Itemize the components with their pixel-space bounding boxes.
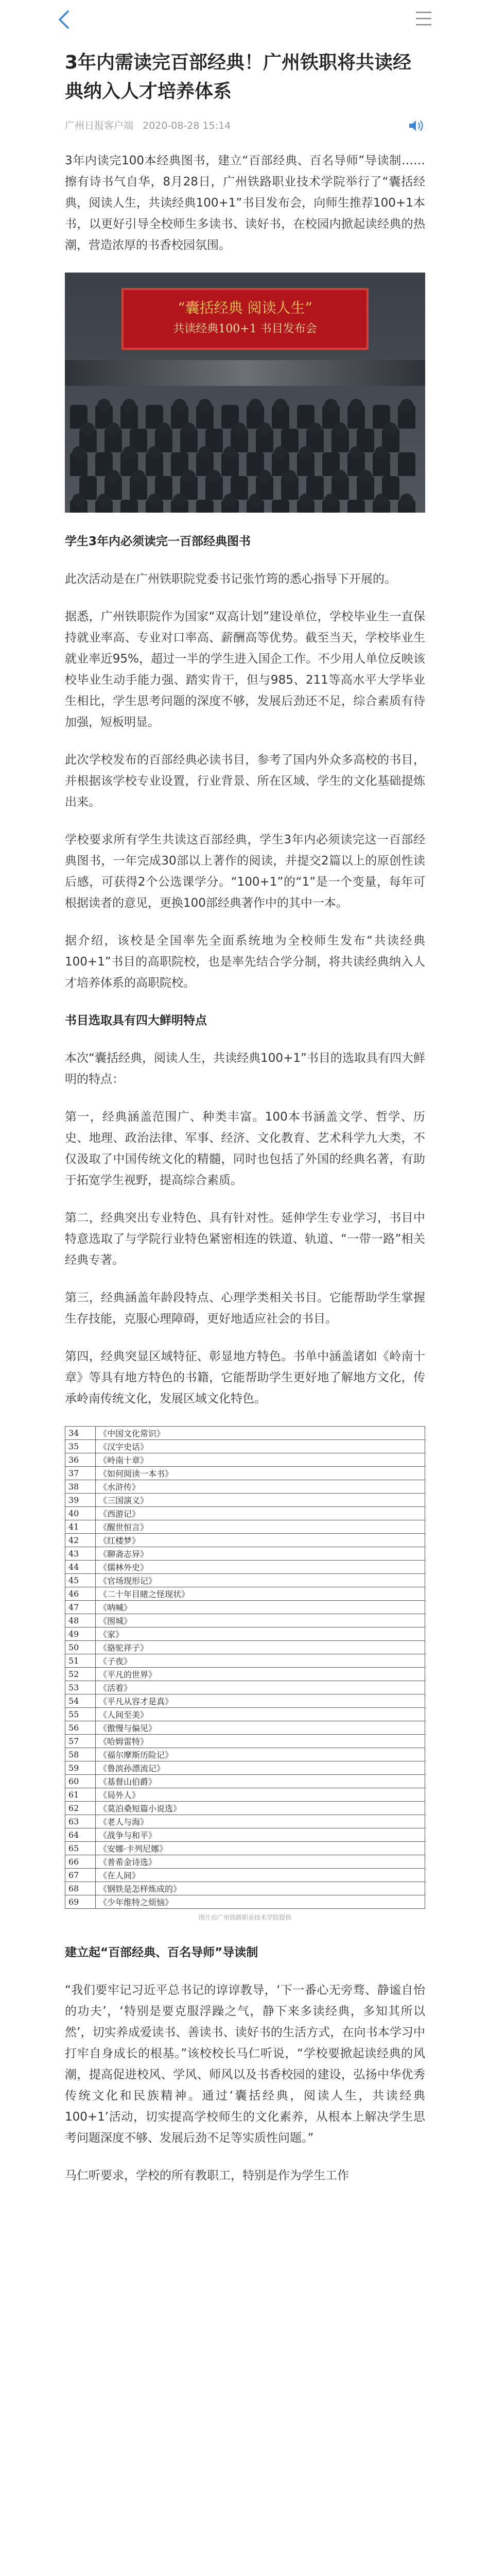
book-title: 《呐喊》: [96, 1601, 425, 1614]
book-number: 36: [65, 1453, 96, 1467]
audience-member: [400, 494, 413, 507]
section1-paragraph: 据悉，广州铁职院作为国家“双高计划”建设单位，学校毕业生一直保持就业率高、专业对口率高、薪酬高等优势。截至当天，学校毕业生就业率近95%，超过一半的学生进入国企工作。不少用人单位反映该校毕业生动手能力强、踏实肯干，但与985、211等高水平大学毕业生相比，学生思考问题的深度不够，发展后劲还不足，综合素质有待加强，短板明显。: [65, 610, 425, 729]
book-title: 《中国文化常识》: [96, 1427, 425, 1440]
event-photo: [65, 273, 425, 513]
book-number: 38: [65, 1480, 96, 1494]
hamburger-menu-icon: [414, 9, 433, 28]
table-row: [65, 1869, 425, 1882]
table-row: [65, 1842, 425, 1855]
book-title: 《子夜》: [96, 1654, 425, 1668]
audience-member: [334, 470, 347, 483]
audience-member: [375, 446, 388, 460]
book-number: 63: [65, 1815, 96, 1828]
section2-paragraph: 第三，经典涵盖年龄段特点、心理学类相关书目。它能帮助学生掌握生存技能，克服心理障碍，更好地适应社会的书目。: [65, 1291, 425, 1326]
back-button[interactable]: [54, 8, 74, 31]
book-number: 44: [65, 1561, 96, 1574]
section3-paragraph: 马仁听要求，学校的所有教职工，特别是作为学生工作: [65, 2169, 349, 2182]
book-number: 40: [65, 1507, 96, 1520]
book-title: 《儒林外史》: [96, 1561, 425, 1574]
audience-member: [97, 399, 111, 412]
book-title: 《活着》: [96, 1681, 425, 1694]
section-heading-3: 建立起“百部经典、百名导师”导读制: [65, 1946, 258, 1959]
table-row: [65, 1815, 425, 1828]
book-number: 42: [65, 1534, 96, 1547]
audience-member: [173, 399, 186, 412]
audience-member: [132, 470, 145, 483]
section2-paragraph: 第一，经典涵盖范围广、种类丰富。100本书涵盖文学、哲学、历史、地理、政治法律、军事、经济、文化教育、艺术科学九大类，不仅汲取了中国传统文化的精髓，同时也包括了外国的经典名著，有助于拓宽学生视野，提高综合素质。: [65, 1110, 425, 1187]
book-title: 《聊斋志异》: [96, 1547, 425, 1561]
book-title: 《水浒传》: [96, 1480, 425, 1494]
audience-member: [283, 470, 296, 483]
seat: [196, 500, 214, 513]
book-title: 《鲁滨孙漂流记》: [96, 1761, 425, 1775]
audience-member: [299, 446, 312, 460]
audience-member: [384, 422, 397, 436]
book-title: 《人间至美》: [96, 1708, 425, 1721]
table-row: [65, 1561, 425, 1574]
book-number: 53: [65, 1681, 96, 1694]
table-row: [65, 1668, 425, 1681]
article-title: 3年内需读完百部经典！广州铁职将共读经典纳入人才培养体系: [65, 52, 412, 102]
book-number: 65: [65, 1842, 96, 1855]
table-row: [65, 1440, 425, 1453]
book-number: 34: [65, 1427, 96, 1440]
article-meta: [65, 115, 425, 136]
book-title: 《少年维特之烦恼》: [96, 1895, 425, 1909]
book-title: 《官场现形记》: [96, 1574, 425, 1587]
book-title: 《战争与和平》: [96, 1828, 425, 1842]
book-title: 《局外人》: [96, 1788, 425, 1802]
section1-paragraph: 此次活动是在广州铁职院党委书记张竹筠的悉心指导下开展的。: [65, 572, 396, 586]
book-title: 《平凡的世界》: [96, 1668, 425, 1681]
audience-member: [223, 494, 237, 507]
book-title: 《平凡从容才是真》: [96, 1694, 425, 1708]
table-row: [65, 1775, 425, 1788]
listen-button[interactable]: [408, 118, 425, 133]
audience-member: [274, 446, 287, 460]
seat: [272, 500, 289, 513]
seat: [398, 452, 415, 476]
book-number: 52: [65, 1668, 96, 1681]
table-row: [65, 1467, 425, 1480]
book-title: 《骆驼祥子》: [96, 1641, 425, 1654]
book-title: 《钢铁是怎样炼成的》: [96, 1882, 425, 1895]
audience-member: [81, 422, 95, 436]
audience-member: [308, 422, 322, 436]
audience-member: [233, 422, 246, 436]
section1-paragraph: 据介绍，该校是全国率先全面系统地为全校师生发布“共读经典100+1”书目的高职院校，也是率先结合学分制，将共读经典纳入人才培养体系的高职院校。: [65, 934, 425, 990]
audience-member: [359, 470, 372, 483]
table-row: [65, 1895, 425, 1909]
table-row: [65, 1708, 425, 1721]
book-number: 51: [65, 1654, 96, 1668]
book-number: 45: [65, 1574, 96, 1587]
seat: [347, 500, 365, 513]
audience-member: [223, 446, 237, 460]
audience-member: [123, 399, 136, 412]
section2-paragraph: 本次“囊括经典，阅读人生，共读经典100+1”书目的选取具有四大鲜明的特点：: [65, 1052, 425, 1086]
book-number: 43: [65, 1547, 96, 1561]
book-number: 47: [65, 1601, 96, 1614]
section2-paragraph: 第二，经典突出专业特色、具有针对性。延伸学生专业学习，书目中特意选取了与学院行业特色紧密相连的铁道、轨道、“一带一路”相关经典专著。: [65, 1211, 425, 1267]
book-title: 《岭南十章》: [96, 1453, 425, 1467]
book-title: 《围城》: [96, 1614, 425, 1628]
book-list-table: [65, 1426, 425, 1909]
audience-member: [324, 494, 338, 507]
table-row: [65, 1641, 425, 1654]
audience-member: [182, 422, 196, 436]
book-title: 《如何阅读一本书》: [96, 1467, 425, 1480]
table-row: [65, 1427, 425, 1440]
table-row: [65, 1681, 425, 1694]
book-number: 41: [65, 1520, 96, 1534]
section1-paragraph: 学校要求所有学生共读这百部经典，学生3年内必须读完这一百部经典图书，一年完成30部以上著作的阅读，并提交2篇以上的原创性读后感，可获得2个公选课学分。“100+1”的“1”是一个变量，每年可根据读者的意见，更换100部经典著作中的其中一本。: [65, 833, 425, 910]
table-row: [65, 1761, 425, 1775]
article-source: 广州日报客户端: [65, 120, 134, 131]
book-number: 64: [65, 1828, 96, 1842]
book-number: 68: [65, 1882, 96, 1895]
book-title: 《西游记》: [96, 1507, 425, 1520]
audience-member: [198, 446, 212, 460]
section-heading-2: 书目选取具有四大鲜明特点: [65, 1014, 207, 1027]
book-number: 46: [65, 1587, 96, 1601]
book-title: 《老人与海》: [96, 1815, 425, 1828]
book-title: 《傲慢与偏见》: [96, 1721, 425, 1735]
speaker-icon: [408, 118, 425, 133]
audience-member: [207, 470, 221, 483]
book-number: 69: [65, 1895, 96, 1909]
seat: [120, 500, 138, 513]
audience-member: [299, 494, 312, 507]
book-number: 62: [65, 1802, 96, 1815]
table-row: [65, 1601, 425, 1614]
book-title: 《基督山伯爵》: [96, 1775, 425, 1788]
audience-member: [258, 470, 271, 483]
chevron-left-icon: [54, 8, 74, 31]
book-number: 48: [65, 1614, 96, 1628]
table-row: [65, 1534, 425, 1547]
book-number: 55: [65, 1708, 96, 1721]
audience-seats: [65, 388, 425, 513]
table-row: [65, 1547, 425, 1561]
audience-member: [350, 399, 363, 412]
table-row: [65, 1855, 425, 1869]
book-number: 57: [65, 1735, 96, 1748]
book-title: 《家》: [96, 1628, 425, 1641]
book-title: 《醒世恒言》: [96, 1520, 425, 1534]
book-number: 66: [65, 1855, 96, 1869]
audience-member: [249, 494, 262, 507]
audience-member: [148, 446, 161, 460]
banner-line-1: “囊括经典 阅读人生”: [178, 299, 312, 316]
book-number: 54: [65, 1694, 96, 1708]
table-caption: 图片由广州铁路职业技术学院提供: [198, 1914, 291, 1921]
section3-paragraph: “我们要牢记习近平总书记的谆谆教导，‘下一番心无旁骛、静谧自怡的功夫’，‘特别是要克服浮躁之气，静下来多读经典，多知其所以然’，切实养成爱读书、善读书、读好书的生活方式，在向书本学习中打牢自身成长的根基。”该校校长马仁听说，“学校要掀起读经典的风潮，提高促进校风、学风、师风以及书香校园的建设，弘扬中华优秀传统文化和民族精神。通过‘囊括经典，阅读人生，共读经典100+1’活动，切实提高学校师生的文化素养，从根本上解决学生思考问题深度不够、发展后劲不足等实质性问题。”: [65, 1984, 425, 2145]
book-number: 49: [65, 1628, 96, 1641]
audience-member: [148, 494, 161, 507]
table-row: [65, 1507, 425, 1520]
table-row: [65, 1748, 425, 1761]
audience-member: [350, 446, 363, 460]
book-number: 35: [65, 1440, 96, 1453]
top-nav-bar: [0, 0, 489, 43]
audience-member: [97, 494, 111, 507]
table-row: [65, 1654, 425, 1668]
audience-member: [375, 494, 388, 507]
section-heading-1: 学生3年内必须读完一百部经典图书: [65, 535, 251, 548]
table-row: [65, 1721, 425, 1735]
book-number: 60: [65, 1775, 96, 1788]
book-number: 56: [65, 1721, 96, 1735]
book-title: 《红楼梦》: [96, 1534, 425, 1547]
banner-line-2: 共读经典100+1 书目发布会: [173, 323, 317, 335]
book-title: 《在人间》: [96, 1869, 425, 1882]
book-number: 37: [65, 1467, 96, 1480]
table-row: [65, 1614, 425, 1628]
audience-member: [107, 470, 120, 483]
book-number: 59: [65, 1761, 96, 1775]
book-number: 61: [65, 1788, 96, 1802]
section1-paragraph: 此次学校发布的百部经典必读书目，参考了国内外众多高校的书目，并根据该学校专业设置，行业背景、所在区域、学生的文化基础提炼出来。: [65, 753, 425, 809]
audience-member: [400, 399, 413, 412]
article: [65, 43, 425, 2203]
table-row: [65, 1735, 425, 1748]
audience-member: [173, 494, 186, 507]
audience-member: [198, 399, 212, 412]
audience-member: [72, 446, 85, 460]
book-title: 《莫泊桑短篇小说选》: [96, 1802, 425, 1815]
book-number: 58: [65, 1748, 96, 1761]
audience-member: [123, 446, 136, 460]
audience-member: [72, 494, 85, 507]
table-row: [65, 1587, 425, 1601]
audience-member: [249, 399, 262, 412]
book-number: 39: [65, 1494, 96, 1507]
intro-paragraph: 3年内读完100本经典图书，建立“百部经典、百名导师”导读制……擦有诗书气自华，8月28日，广州铁路职业技术学院举行了“囊括经典，阅读人生，共读经典100+1”书目发布会，向师生推荐100+1本书，以更好引导全校师生多读书、读好书，在校园内掀起读经典的热潮，营造浓厚的书香校园氛围。: [65, 154, 425, 252]
table-row: [65, 1694, 425, 1708]
table-row: [65, 1628, 425, 1641]
book-title: 《三国演义》: [96, 1494, 425, 1507]
table-row: [65, 1882, 425, 1895]
audience-member: [334, 422, 347, 436]
audience-member: [157, 422, 170, 436]
audience-member: [107, 422, 120, 436]
book-number: 50: [65, 1641, 96, 1654]
table-row: [65, 1480, 425, 1494]
audience-member: [324, 399, 338, 412]
book-title: 《二十年目睹之怪现状》: [96, 1587, 425, 1601]
article-datetime: 2020-08-28 15:14: [143, 120, 231, 131]
section2-paragraph: 第四，经典突显区域特征、彰显地方特色。书单中涵盖诸如《岭南十章》等具有地方特色的书籍，它能帮助学生更好地了解地方文化，传承岭南传统文化，发展区域文化特色。: [65, 1350, 425, 1405]
table-row: [65, 1788, 425, 1802]
table-row: [65, 1520, 425, 1534]
book-title: 《普希金诗选》: [96, 1855, 425, 1869]
table-row: [65, 1453, 425, 1467]
table-row: [65, 1574, 425, 1587]
book-number: 67: [65, 1869, 96, 1882]
book-title: 《哈姆雷特》: [96, 1735, 425, 1748]
table-row: [65, 1494, 425, 1507]
event-banner: [121, 288, 369, 350]
audience-member: [258, 422, 271, 436]
menu-button[interactable]: [414, 9, 433, 28]
table-row: [65, 1828, 425, 1842]
table-row: [65, 1802, 425, 1815]
book-title: 《汉字史话》: [96, 1440, 425, 1453]
book-title: 《安娜·卡列尼娜》: [96, 1842, 425, 1855]
book-title: 《福尔摩斯历险记》: [96, 1748, 425, 1761]
audience-member: [182, 470, 196, 483]
audience-member: [274, 399, 287, 412]
stage-area: [65, 360, 425, 386]
